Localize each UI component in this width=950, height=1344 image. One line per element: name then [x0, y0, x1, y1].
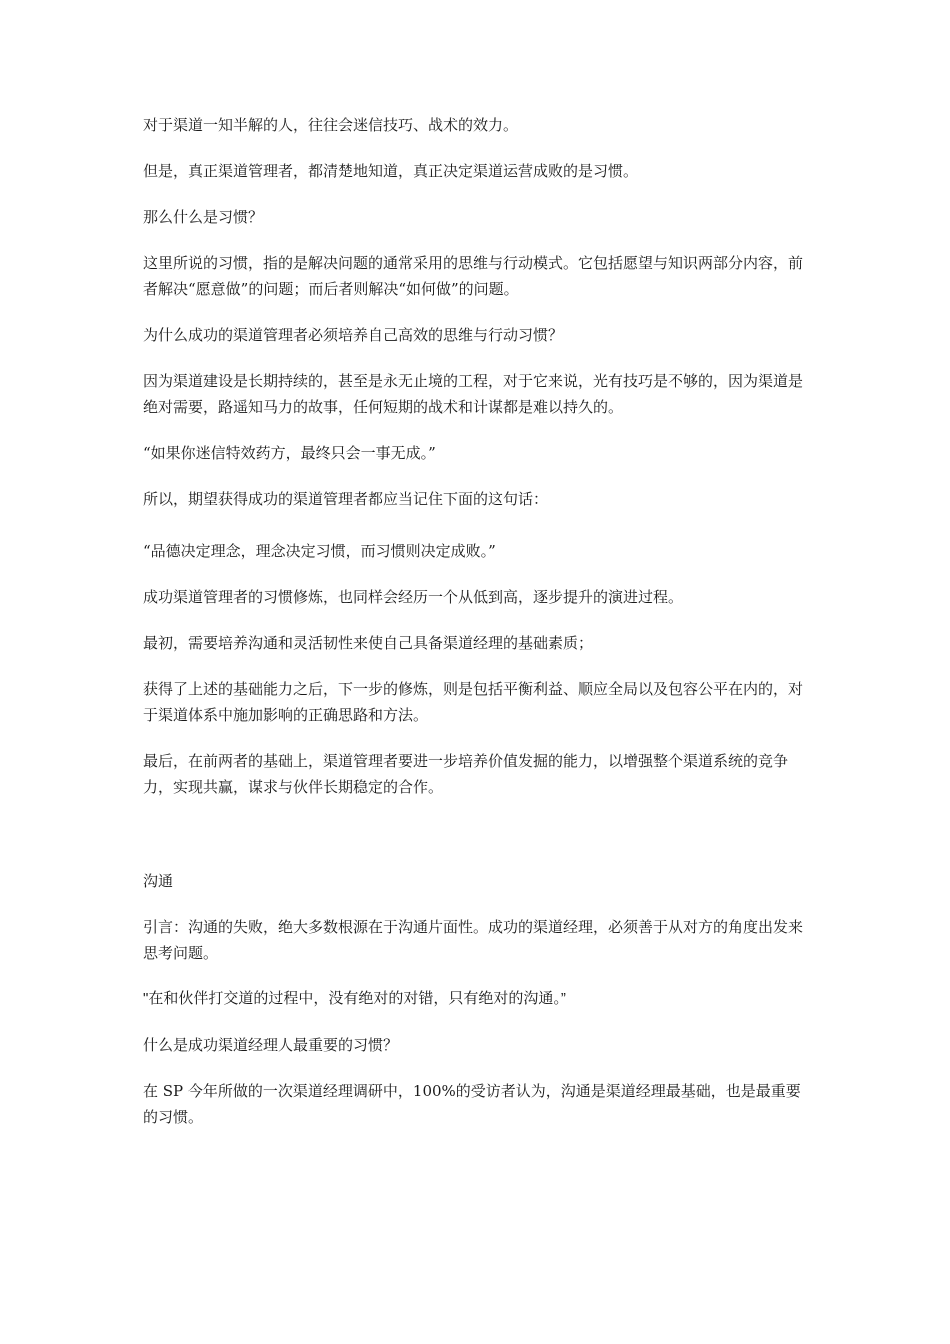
quote-paragraph: "在和伙伴打交道的过程中，没有绝对的对错，只有绝对的沟通。”: [143, 990, 566, 1007]
paragraph: 为什么成功的渠道管理者必须培养自己高效的思维与行动习惯？: [143, 326, 564, 344]
paragraph: 对于渠道一知半解的人，往往会迷信技巧、战术的效力。: [143, 116, 519, 134]
paragraph: 在 SP 今年所做的一次渠道经理调研中，100%的受访者认为，沟通是渠道经理最基础，也是最重要的习惯。: [143, 1082, 801, 1126]
paragraph: 最初，需要培养沟通和灵活韧性来使自己具备渠道经理的基础素质；: [143, 634, 594, 652]
paragraph: 那么什么是习惯？: [143, 208, 264, 226]
section-title: 沟通: [143, 872, 174, 890]
paragraph: 所以，期望获得成功的渠道管理者都应当记住下面的这句话：: [143, 490, 549, 508]
paragraph: 获得了上述的基础能力之后，下一步的修炼，则是包括平衡利益、顺应全局以及包容公平在内的，对于渠道体系中施加影响的正确思路和方法。: [143, 680, 804, 724]
quote-paragraph: “如果你迷信特效药方，最终只会一事无成。”: [143, 444, 436, 462]
paragraph: 引言：沟通的失败，绝大多数根源在于沟通片面性。成功的渠道经理，必须善于从对方的角度出发来思考问题。: [143, 918, 804, 962]
paragraph: 什么是成功渠道经理人最重要的习惯？: [143, 1036, 399, 1054]
paragraph: 成功渠道管理者的习惯修炼，也同样会经历一个从低到高，逐步提升的演进过程。: [143, 588, 684, 606]
quote-paragraph: “品德决定理念，理念决定习惯，而习惯则决定成败。”: [143, 542, 496, 560]
paragraph: 最后，在前两者的基础上，渠道管理者要进一步培养价值发掘的能力，以增强整个渠道系统的竞争力，实现共赢，谋求与伙伴长期稳定的合作。: [143, 752, 789, 796]
paragraph: 因为渠道建设是长期持续的，甚至是永无止境的工程，对于它来说，光有技巧是不够的，因为渠道是绝对需要，路遥知马力的故事，任何短期的战术和计谋都是难以持久的。: [143, 372, 804, 416]
paragraph: 这里所说的习惯，指的是解决问题的通常采用的思维与行动模式。它包括愿望与知识两部分内容，前者解决“愿意做”的问题；而后者则解决“如何做”的问题。: [143, 254, 804, 298]
document-body: [143, 112, 811, 1150]
paragraph: 但是，真正渠道管理者，都清楚地知道，真正决定渠道运营成败的是习惯。: [143, 162, 639, 180]
